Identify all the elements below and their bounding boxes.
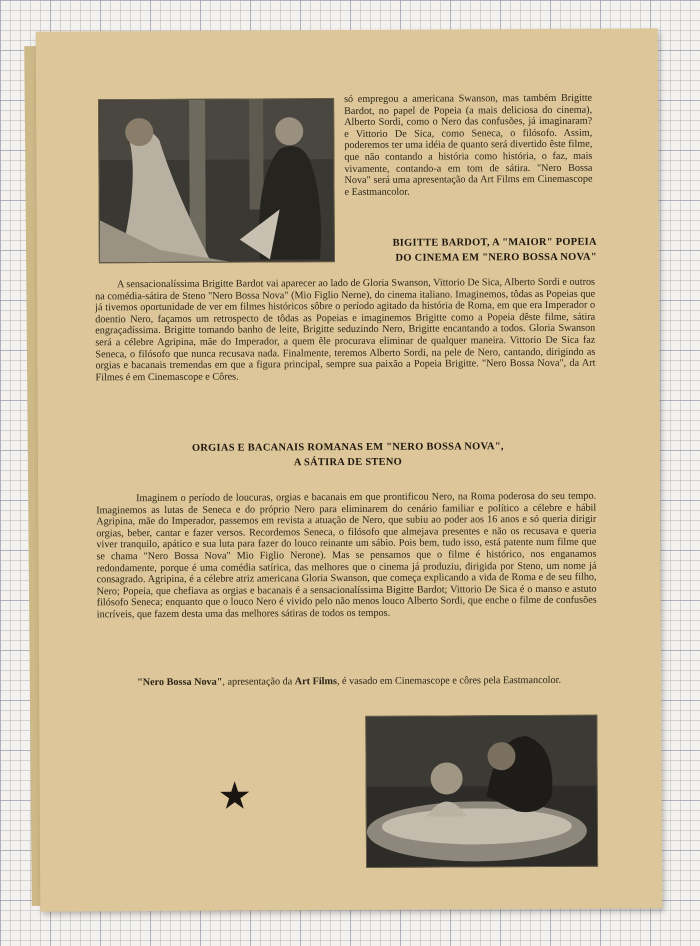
heading-orgias-line2: A SÁTIRA DE STENO — [293, 456, 403, 469]
heading-bardot-line1: BIGITTE BARDOT, A "MAIOR" POPEIA — [392, 236, 597, 249]
credits-distributor: Art Films — [294, 676, 337, 688]
top-column-text: só empregou a americana Swanson, mas também Brigitte Bardot, no papel de Popeia (a mais deliciosa do cinema), Alberto Sordi, como o Nero das confusões, já imaginaram? e Vittorio De Sica, como Seneca, o filósofo. Assim, poderemos ter uma idéia de quanto será divertido êste filme, que não contando a história como história, o faz, mais vivamente, contando-a em tom de sátira. "Nero Bossa Nova" será uma apresentação da Art Films em Cinemascope e Eastmancolor. — [344, 92, 593, 198]
credits-text-a: , apresentação da — [222, 676, 295, 688]
credits-text-b: , é vasado em Cinemascope e côres pela Eastmancolor. — [336, 674, 562, 688]
star-icon: ★ — [217, 773, 252, 818]
heading-bardot — [341, 235, 597, 266]
heading-orgias-line1: ORGIAS E BACANAIS ROMANAS EM "NERO BOSSA NOVA", — [191, 441, 504, 454]
credits-film-title: "Nero Bossa Nova" — [137, 676, 223, 689]
paragraph-bardot: A sensacionalíssima Brigitte Bardot vai aparecer ao lado de Gloria Swanson, Vittorio De Sica, Alberto Sordi e outros na comédia-sátira de Steno "Nero Bossa Nova" (Mio Figlio Nerne), do cinema italiano. Imaginemos, tôdas as Popeias que já tivemos oportunidade de ver em filmes históricos sôbre o período agitado da história de Roma, em que era Imperador o doentio Nero, façamos um retrospecto de tôdas as Popeias e imaginemos Brigitte como a Popeia dêste filme, sátira engraçadíssima. Brigitte tomando banho de leite, Brigitte seduzindo Nero, Brigitte encantando a todos. Gloria Swanson será a célebre Agripina, mãe do Imperador, a quem êle procurava eliminar de qualquer maneira. Vittorio De Sica faz Seneca, o filósofo que nunca recusava nada. Finalmente, teremos Alberto Sordi, na pele de Nero, cantando, dirigindo as orgias e bacanais tremendas em que a figura principal, sempre sua paixão a Popeia Brigitte. "Nero Bossa Nova", da Art Filmes é em Cinemascope e Côres. — [95, 276, 596, 384]
photo-bardot-swanson — [98, 98, 335, 263]
paragraph-credits — [97, 675, 597, 689]
paragraph-orgias: Imaginem o período de loucuras, orgias e bacanais em que prontificou Nero, na Roma poderosa do seu tempo. Imaginemos as lutas de Seneca e do próprio Nero para eliminarem do cenário familiar e político a célebre e hábil Agripina, mãe do Imperador, passemos em revista a atuação de Nero, que subiu ao poder aos 16 anos e só queria dirigir orgias, beber, cantar e fazer versos. Recordemos Seneca, o filósofo que almejava presentes e não os recusava e queria viver tranquilo, apático e sua luta para fazer do louco reinante um sábio. Pois bem, tudo isso, está patente num filme que se chama "Nero Bossa Nova" Mio Figlio Nerone). Mas se pensamos que o filme é histórico, nos enganamos redondamente, porque é uma comédia satírica, das melhores que o cinema já produziu, dirigida por Steno, um nome já consagrado. Agripina, é a célebre atriz americana Gloria Swanson, que começa explicando a vida de Roma e de seu filho, Nero; Popeia, que chefiava as orgias e bacanais é a sensacionalíssima Bigitte Bardot; Vittorio De Sica é o manso e astuto filósofo Seneca; enquanto que o louco Nero é vivido pelo não menos louco Alberto Sordi, que enche o filme de confusões incríveis, que fazem desta uma das melhores sátiras de todos os tempos. — [96, 490, 597, 621]
photo-bath-scene — [365, 715, 598, 868]
newspaper-clipping — [36, 28, 663, 911]
heading-orgias — [128, 439, 568, 471]
heading-bardot-line2: DO CINEMA EM "NERO BOSSA NOVA" — [395, 251, 597, 264]
